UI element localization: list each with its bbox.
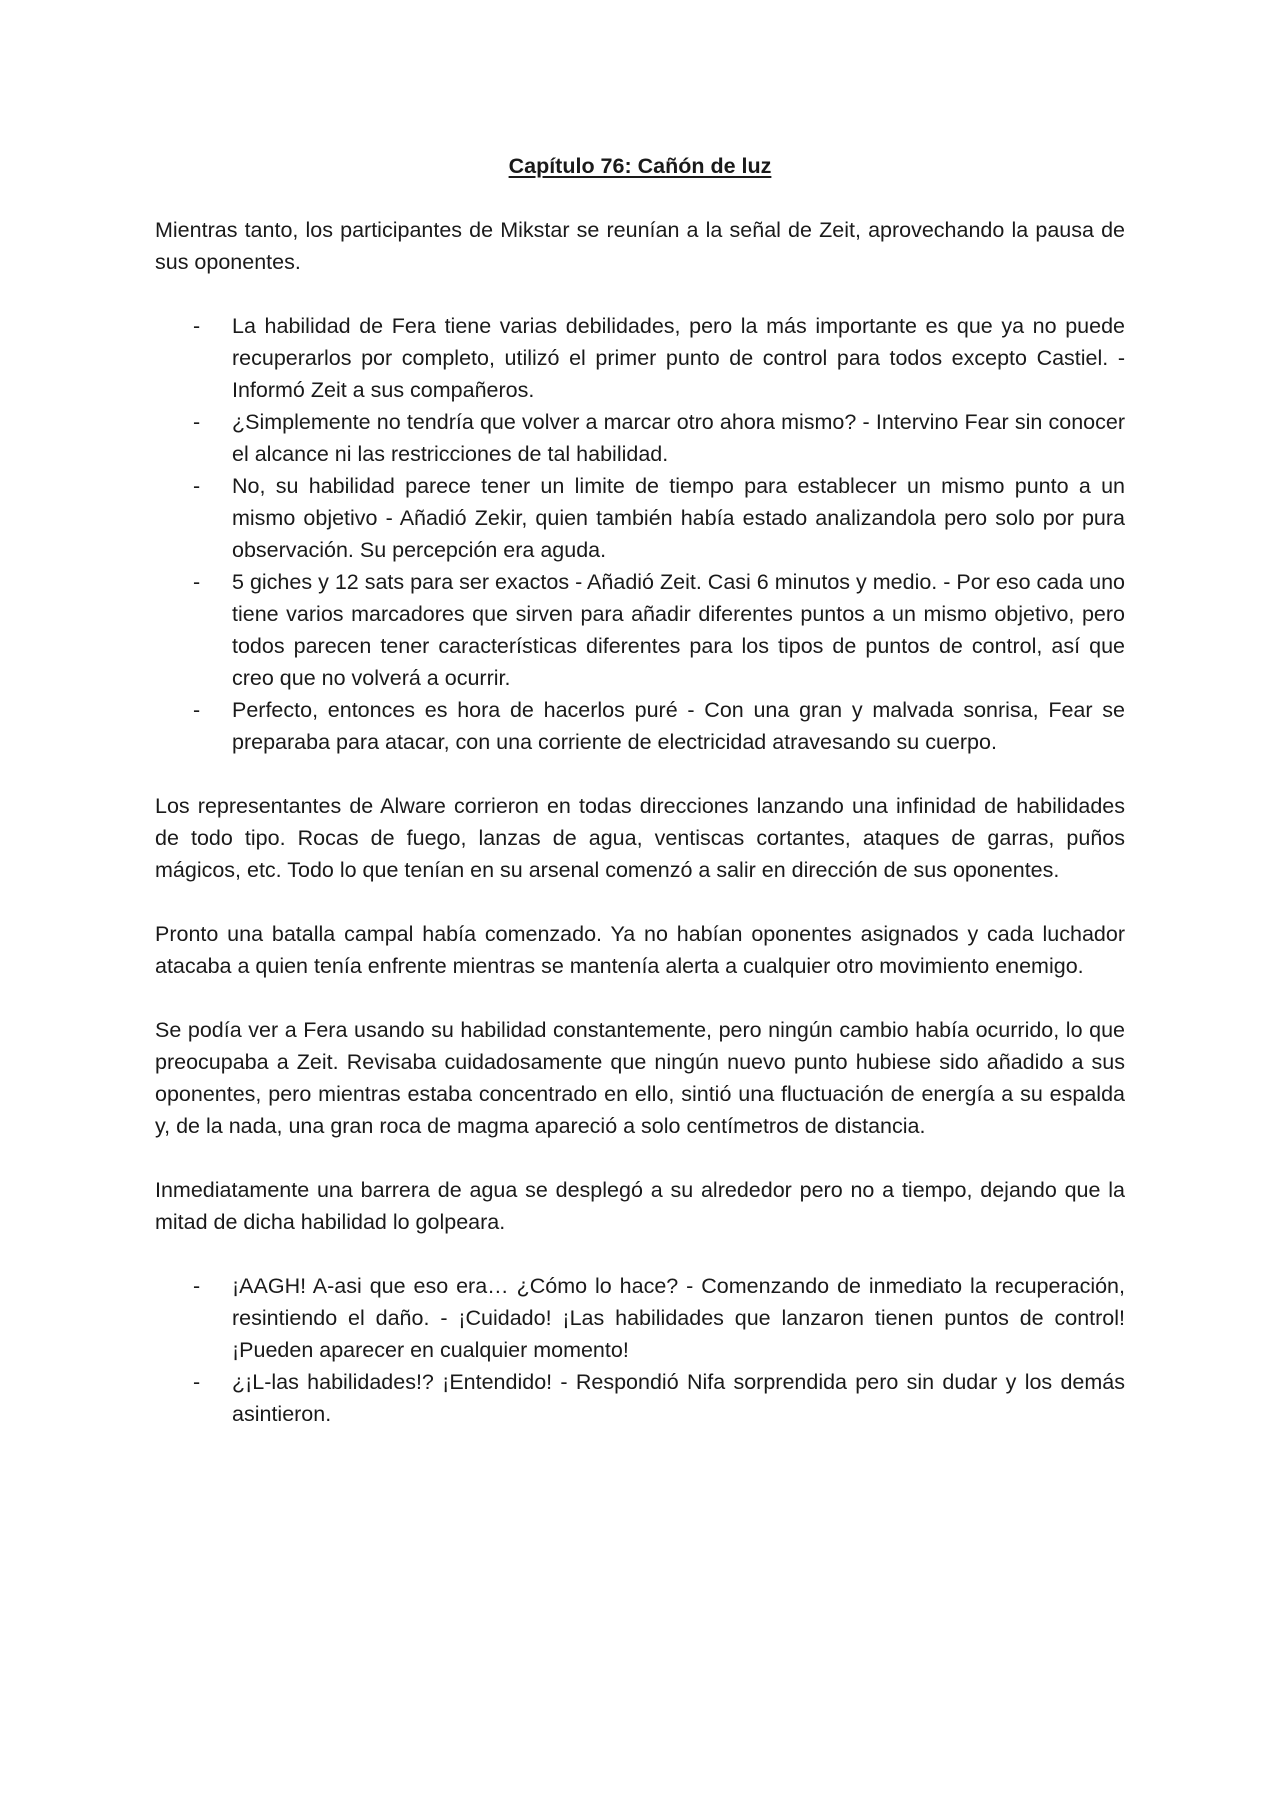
chapter-title: Capítulo 76: Cañón de luz (508, 154, 772, 178)
dialogue-line: - ¿¡L-las habilidades!? ¡Entendido! - Respondió Nifa sorprendida pero sin dudar y los demás asintieron. (155, 1366, 1125, 1430)
dialogue-line: - La habilidad de Fera tiene varias debilidades, pero la más importante es que ya no puede recuperarlos por completo, utilizó el primer punto de control para todos excepto Castiel. - Informó Zeit a sus compañeros. (155, 310, 1125, 406)
paragraph: Se podía ver a Fera usando su habilidad constantemente, pero ningún cambio había ocurrido, lo que preocupaba a Zeit. Revisaba cuidadosamente que ningún nuevo punto hubiese sido añadido a sus oponentes, pero mientras estaba concentrado en ello, sintió una fluctuación de energía a su espalda y, de la nada, una gran roca de magma apareció a solo centímetros de distancia. (155, 1018, 1125, 1138)
paragraph: Inmediatamente una barrera de agua se desplegó a su alrededor pero no a tiempo, dejando que la mitad de dicha habilidad lo golpeara. (155, 1178, 1125, 1234)
dialogue-line: - No, su habilidad parece tener un limite de tiempo para establecer un mismo punto a un mismo objetivo - Añadió Zekir, quien también había estado analizandola pero solo por pura observación. Su percepción era aguda. (155, 470, 1125, 566)
dialogue-list (155, 1270, 1125, 1430)
dialogue-line: - Perfecto, entonces es hora de hacerlos puré - Con una gran y malvada sonrisa, Fear se preparaba para atacar, con una corriente de electricidad atravesando su cuerpo. (155, 694, 1125, 758)
paragraph: Pronto una batalla campal había comenzado. Ya no habían oponentes asignados y cada luchador atacaba a quien tenía enfrente mientras se mantenía alerta a cualquier otro movimiento enemigo. (155, 922, 1125, 978)
document-page (155, 150, 1125, 1462)
dialogue-list (155, 310, 1125, 758)
dialogue-line: - ¡AAGH! A-asi que eso era… ¿Cómo lo hace? - Comenzando de inmediato la recuperación, resintiendo el daño. - ¡Cuidado! ¡Las habilidades que lanzaron tienen puntos de control! ¡Pueden aparecer en cualquier momento! (155, 1270, 1125, 1366)
dialogue-line: - 5 giches y 12 sats para ser exactos - Añadió Zeit. Casi 6 minutos y medio. - Por eso cada uno tiene varios marcadores que sirven para añadir diferentes puntos a un mismo objetivo, pero todos parecen tener características diferentes para los tipos de puntos de control, así que creo que no volverá a ocurrir. (155, 566, 1125, 694)
dialogue-line: - ¿Simplemente no tendría que volver a marcar otro ahora mismo? - Intervino Fear sin conocer el alcance ni las restricciones de tal habilidad. (155, 406, 1125, 470)
paragraph: Mientras tanto, los participantes de Mikstar se reunían a la señal de Zeit, aprovechando la pausa de sus oponentes. (155, 218, 1125, 274)
paragraph: Los representantes de Alware corrieron en todas direcciones lanzando una infinidad de habilidades de todo tipo. Rocas de fuego, lanzas de agua, ventiscas cortantes, ataques de garras, puños mágicos, etc. Todo lo que tenían en su arsenal comenzó a salir en dirección de sus oponentes. (155, 794, 1125, 882)
